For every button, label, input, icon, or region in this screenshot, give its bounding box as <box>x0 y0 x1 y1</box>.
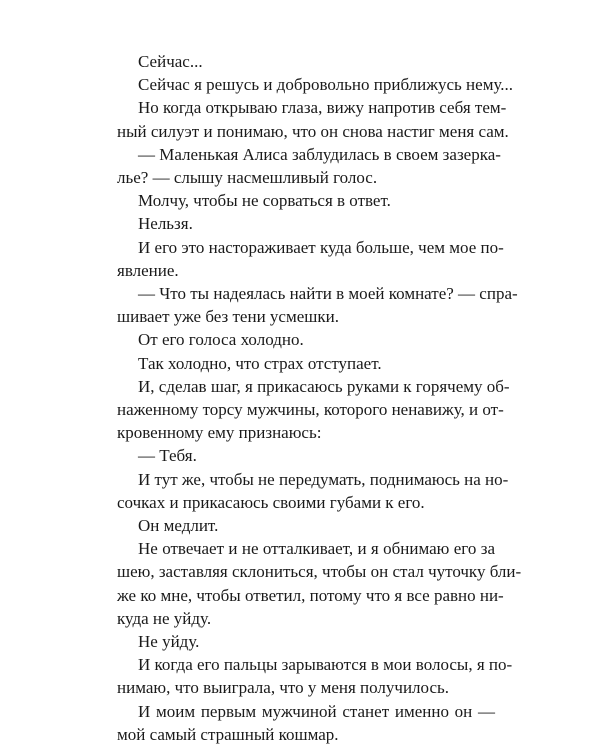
text-line: И его это настораживает куда больше, чем мое по- <box>138 237 504 257</box>
text-line: нимаю, что выиграла, что у меня получилось. <box>117 678 450 698</box>
text-line: Не отвечает и не отталкивает, и я обнимаю его за <box>138 539 495 559</box>
text-line: Не уйду. <box>138 632 200 652</box>
text-line: Нельзя. <box>138 214 193 234</box>
text-line: От его голоса холодно. <box>138 330 304 350</box>
text-line: И, сделав шаг, я прикасаюсь руками к горячему об- <box>138 376 510 396</box>
text-line: явление. <box>117 260 179 280</box>
text-line: лье? — слышу насмешливый голос. <box>117 168 378 188</box>
text-line: же ко мне, чтобы ответил, потому что я все равно ни- <box>117 585 504 605</box>
text-line: Так холодно, что страх отступает. <box>138 353 382 373</box>
text-line: И тут же, чтобы не передумать, поднимаюсь на но- <box>138 469 509 489</box>
text-line: сочках и прикасаюсь своими губами к его. <box>117 492 425 512</box>
text-line: Но когда открываю глаза, вижу напротив себя тем- <box>138 98 507 118</box>
text-line: Сейчас я решусь и добровольно приближусь нему... <box>138 75 513 95</box>
text-line: наженному торсу мужчины, которого ненавижу, и от- <box>117 400 504 420</box>
text-line: Молчу, чтобы не сорваться в ответ. <box>138 191 391 211</box>
text-line: кровенному ему признаюсь: <box>117 423 322 443</box>
body-text <box>117 50 522 746</box>
text-line: шивает уже без тени усмешки. <box>117 307 339 327</box>
text-line: — Тебя. <box>138 446 197 466</box>
text-line: шею, заставляя склониться, чтобы он стал чуточку бли- <box>117 562 522 582</box>
text-line: — Маленькая Алиса заблудилась в своем зазерка- <box>138 144 501 164</box>
text-line: — Что ты надеялась найти в моей комнате? — спра- <box>138 284 518 304</box>
text-line: ный силуэт и понимаю, что он снова настиг меня сам. <box>117 121 509 141</box>
text-line: И моим первым мужчиной станет именно он — <box>138 701 495 721</box>
text-line: Он медлит. <box>138 516 219 536</box>
text-line: куда не уйду. <box>117 608 212 628</box>
text-line: Сейчас... <box>138 52 203 71</box>
text-line: И когда его пальцы зарываются в мои волосы, я по- <box>138 655 513 675</box>
text-line: мой самый страшный кошмар. <box>117 724 339 744</box>
